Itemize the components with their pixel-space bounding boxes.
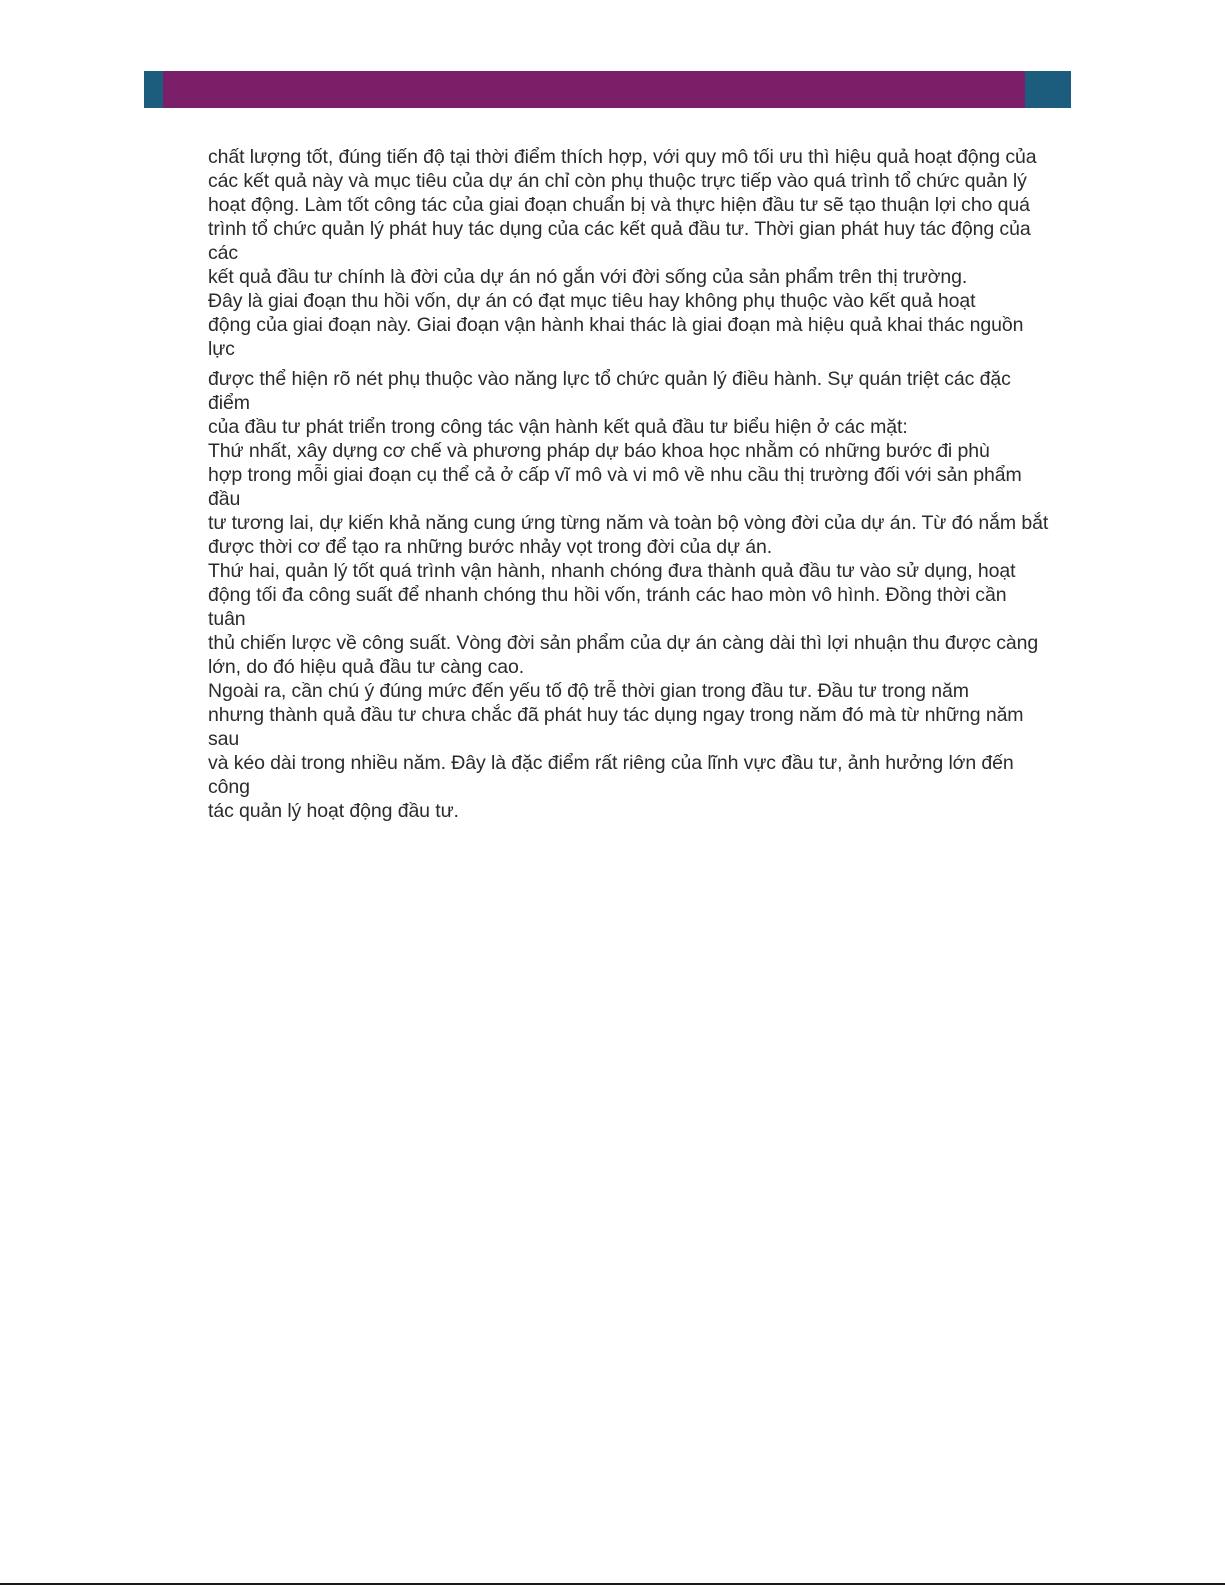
document-body [208, 145, 1128, 823]
body-line: tư tương lai, dự kiến khả năng cung ứng từng năm và toàn bộ vòng đời của dự án. Từ đó nắm bắt [208, 512, 1049, 534]
body-line: các kết quả này và mục tiêu của dự án chỉ còn phụ thuộc trực tiếp vào quá trình tổ chức quản lý [208, 170, 1027, 192]
header-bar-center-block [163, 71, 1025, 108]
body-line: được thể hiện rõ nét phụ thuộc vào năng lực tổ chức quản lý điều hành. Sự quán triệt các đặc [208, 368, 1011, 390]
body-line: của đầu tư phát triển trong công tác vận hành kết quả đầu tư biểu hiện ở các mặt: [208, 416, 908, 438]
body-line: tác quản lý hoạt động đầu tư. [208, 800, 459, 822]
body-line: thủ chiến lược về công suất. Vòng đời sản phẩm của dự án càng dài thì lợi nhuận thu được càng [208, 632, 1039, 654]
body-line: Thứ nhất, xây dựng cơ chế và phương pháp dự báo khoa học nhằm có những bước đi phù [208, 440, 990, 462]
body-line: và kéo dài trong nhiều năm. Đây là đặc điểm rất riêng của lĩnh vực đầu tư, ảnh hưởng lớn đến [208, 752, 1014, 774]
body-line: hoạt động. Làm tốt công tác của giai đoạn chuẩn bị và thực hiện đầu tư sẽ tạo thuận lợi cho quá [208, 194, 1030, 216]
body-line: trình tổ chức quản lý phát huy tác dụng của các kết quả đầu tư. Thời gian phát huy tác động của [208, 218, 1031, 240]
header-bar-left-block [144, 71, 163, 108]
body-line: nhưng thành quả đầu tư chưa chắc đã phát huy tác dụng ngay trong năm đó mà từ những năm [208, 704, 1024, 726]
body-line: tuân [208, 608, 246, 630]
body-line: công [208, 776, 250, 798]
body-line: Thứ hai, quản lý tốt quá trình vận hành, nhanh chóng đưa thành quả đầu tư vào sử dụng, hoạt [208, 560, 1016, 582]
body-line: các [208, 242, 239, 264]
body-line: lớn, do đó hiệu quả đầu tư càng cao. [208, 656, 525, 678]
body-line: lực [208, 338, 235, 360]
body-line: điểm [208, 392, 250, 414]
body-line: Đây là giai đoạn thu hồi vốn, dự án có đạt mục tiêu hay không phụ thuộc vào kết quả hoạt [208, 290, 976, 312]
header-bar-right-block [1025, 71, 1071, 108]
body-line: được thời cơ để tạo ra những bước nhảy vọt trong đời của dự án. [208, 536, 773, 558]
body-line: chất lượng tốt, đúng tiến độ tại thời điểm thích hợp, với quy mô tối ưu thì hiệu quả hoạt động của [208, 146, 1037, 168]
page-header-bar [144, 71, 1071, 108]
body-line: động tối đa công suất để nhanh chóng thu hồi vốn, tránh các hao mòn vô hình. Đồng thời cần [208, 584, 1007, 606]
body-line: sau [208, 728, 240, 750]
body-line: Ngoài ra, cần chú ý đúng mức đến yếu tố độ trễ thời gian trong đầu tư. Đầu tư trong năm [208, 680, 969, 702]
body-line: hợp trong mỗi giai đoạn cụ thể cả ở cấp vĩ mô và vi mô về nhu cầu thị trường đối với sản phẩm [208, 464, 1022, 486]
body-line: động của giai đoạn này. Giai đoạn vận hành khai thác là giai đoạn mà hiệu quả khai thác nguồn [208, 314, 1024, 336]
body-line: kết quả đầu tư chính là đời của dự án nó gắn với đời sống của sản phẩm trên thị trường. [208, 266, 968, 288]
body-line: đầu [208, 488, 241, 510]
